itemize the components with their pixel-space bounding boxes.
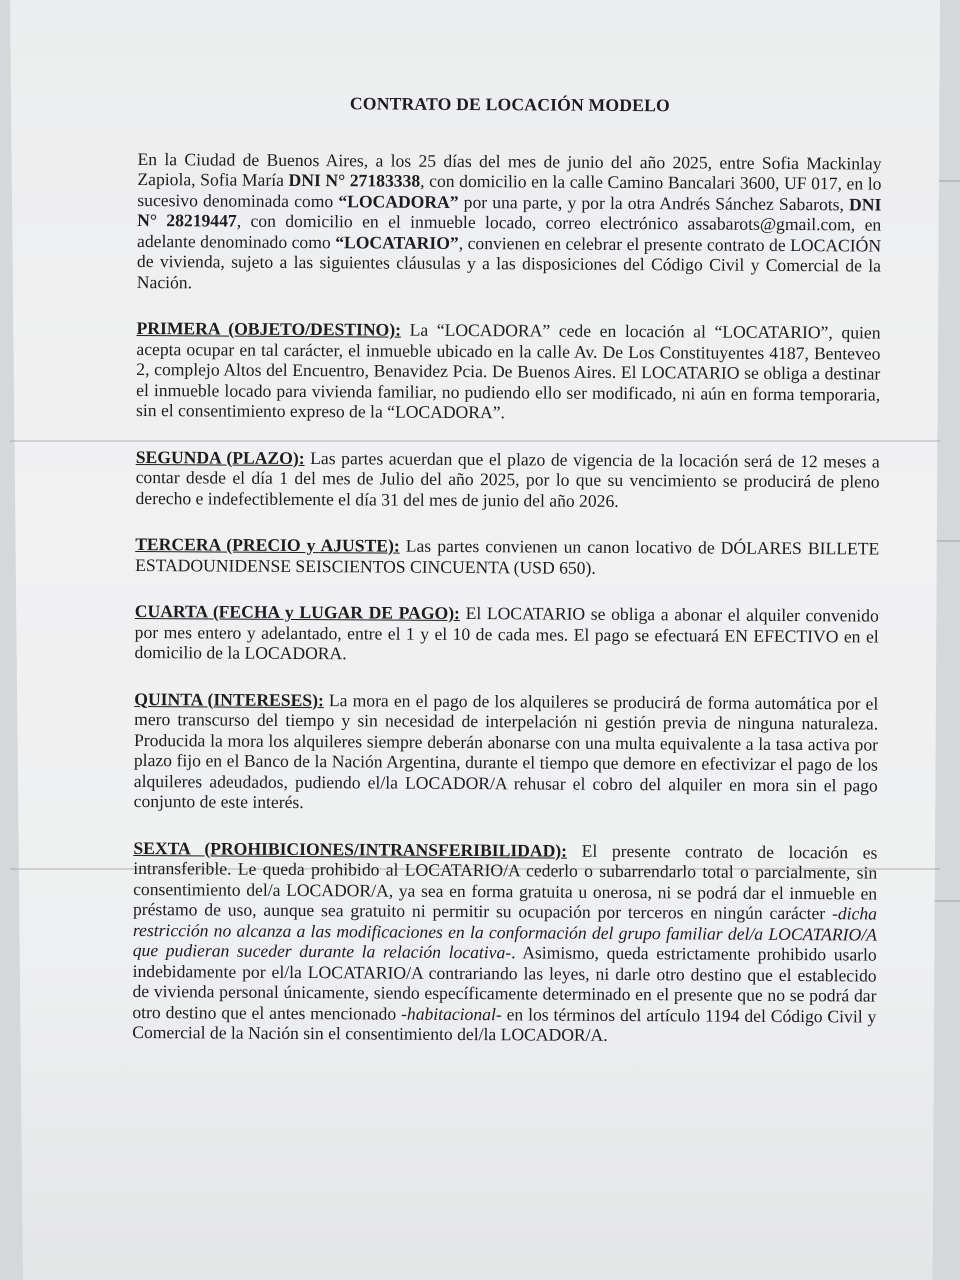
intro-text: , con domicilio en la calle Camino Bancalari 3600, UF 017, en lo sucesivo denominada como <box>137 170 882 211</box>
clause-quinta <box>134 688 879 816</box>
dni-locadora: DNI N° 27183338 <box>288 169 421 191</box>
clause-heading: SEXTA (PROHIBICIONES/INTRANSFERIBILIDAD): <box>133 837 568 861</box>
clause-text: La mora en el pago de los alquileres se producirá de forma automática por el mero transcurso del tiempo y sin necesidad de interpelación ni gestión previa de ninguna naturaleza. Producida la mora los alquileres siempre deberán abonarse con una multa equivalente a la tasa activa por plazo fijo en el Banco de la Nación Argentina, durante el tiempo que demore en efectivizar el pago de los alquileres adeudados, pudiendo el/la LOCADOR/A rehusar el cobro del alquiler en mora sin el pago conjunto de este interés. <box>133 689 879 813</box>
clause-text: en los términos del artículo 1194 del Código Civil y Comercial de la Nación sin el consentimiento del/la LOCADOR/A. <box>132 1003 877 1045</box>
locadora-term: “LOCADORA” <box>338 190 459 212</box>
intro-text: En la Ciudad de Buenos Aires, a los 25 días del mes de junio del año 2025, entre Sofia Mackinlay Zapiola, Sofia María <box>137 148 882 190</box>
clause-italic-text: -dicha restricción no alcanza a las modificaciones en la conformación del grupo familiar del/a LOCATARIO/A que pudieran suceder durante la relación locativa- <box>132 903 878 963</box>
clause-primera <box>136 318 881 425</box>
clause-text: El LOCATARIO se obliga a abonar el alquiler convenido por mes entero y adelantado, entre el 1 y el 10 de cada mes. El pago se efectuará EN EFECTIVO en el domicilio de la LOCADORA. <box>134 602 879 664</box>
clause-heading: QUINTA (INTERESES): <box>134 688 324 710</box>
intro-text: por una parte, y por la otra Andrés Sánchez Sabarots, <box>458 191 850 214</box>
contract-document <box>132 92 882 1073</box>
clause-heading: CUARTA (FECHA y LUGAR DE PAGO): <box>134 600 461 623</box>
intro-text: , convienen en celebrar el presente contrato de LOCACIÓN de vivienda, sujeto a las siguientes cláusulas y a las disposiciones del Código Civil y Comercial de la Nación. <box>136 232 882 292</box>
clause-sexta <box>132 837 877 1047</box>
clause-text: Las partes acuerdan que el plazo de vigencia de la locación será de 12 meses a contar desde el día 1 del mes de Julio del año 2025, por lo que su vencimiento se producirá de pleno derecho e indefectiblemente el día 31 del mes de junio del año 2026. <box>135 447 880 511</box>
clause-text: El presente contrato de locación es intransferible. Le queda prohibido al LOCATARIO/A cederlo o subarrendarlo total o parcialmente, sin consentimiento del/a LOCADOR/A, ya sea en forma gratuita u onerosa, ni se podrá dar el inmueble en préstamo de uso, aunque sea gratuito ni permitir su ocupación por terceros en ningún carácter <box>132 840 878 924</box>
clause-cuarta <box>135 601 879 667</box>
clause-text: La “LOCADORA” cede en locación al “LOCATARIO”, quien acepta ocupar en tal carácter, el inmueble ubicado en la calle Av. De Los Constituyentes 4187, Benteveo 2, complejo Altos del Encuentro, Benavidez Pcia. De Buenos Aires. El LOCATARIO se obliga a destinar el inmueble locado para vivienda familiar, no pudiendo ello ser modificado, ni aún en forma temporaria, sin el consentimiento expreso de la “LOCADORA”. <box>135 319 881 423</box>
locatario-term: “LOCATARIO” <box>335 231 459 253</box>
dni-locatario: DNI N° 28219447 <box>137 193 882 231</box>
clause-text: . Asimismo, queda estrictamente prohibido usarlo indebidamente por el/la LOCATARIO/A contrariando las leyes, ni darle otro destino que el establecido de vivienda personal únicamente, siendo específicamente determinado en el presente que no se podrá dar otro destino que el antes mencionado <box>132 942 877 1024</box>
clause-segunda <box>135 446 879 512</box>
clause-text: Las partes convienen un canon locativo de DÓLARES BILLETE ESTADOUNIDENSE SEISCIENTOS CINCUENTA (USD 650). <box>135 535 880 578</box>
intro-paragraph <box>137 148 882 296</box>
clause-heading: SEGUNDA (PLAZO): <box>135 446 305 468</box>
clause-heading: TERCERA (PRECIO y AJUSTE): <box>135 533 400 556</box>
clause-tercera <box>135 534 879 580</box>
document-title: CONTRATO DE LOCACIÓN MODELO <box>349 93 670 116</box>
clause-heading: PRIMERA (OBJETO/DESTINO): <box>136 317 402 340</box>
intro-text: , con domicilio en el inmueble locado, correo electrónico assabarots@gmail.com, en adelante denominado como <box>137 210 882 252</box>
clause-italic-text: -habitacional- <box>401 1003 502 1024</box>
